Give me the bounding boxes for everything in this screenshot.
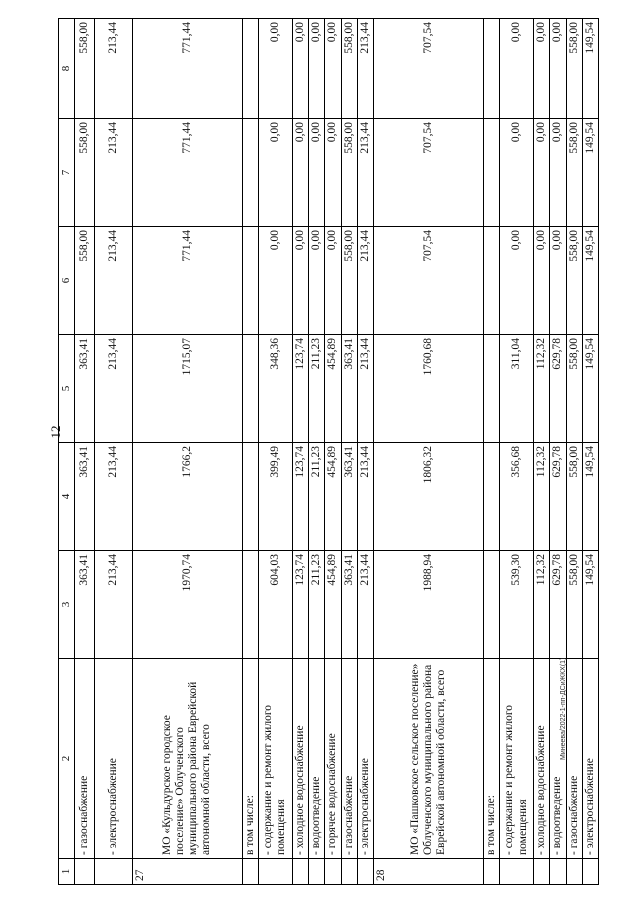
value-cell [242,19,258,119]
header-cell: 1 [59,859,75,885]
value-cell [483,119,499,227]
value-cell: 0,00 [292,119,308,227]
row-index-cell [292,859,308,885]
value-cell: 1766,2 [132,443,242,551]
table-row [373,19,483,885]
table-row [483,19,499,885]
row-name-cell: - электроснабжение [94,659,132,859]
value-cell: 213,44 [357,119,373,227]
row-name-cell: - электроснабжение [357,659,373,859]
value-cell: 363,41 [74,335,94,443]
row-name-cell: - водоотведение [550,659,566,859]
row-name-cell: МО «Пашковское сельское поселение» Облученского муниципального района Еврейской автономной области, всего [373,659,483,859]
row-name-cell: - газоснабжение [74,659,94,859]
value-cell: 213,44 [357,551,373,659]
table-row [258,19,292,885]
table-row [500,19,534,885]
value-cell: 363,41 [74,443,94,551]
row-name-cell: в том числе: [242,659,258,859]
value-cell [483,551,499,659]
value-cell: 558,00 [566,119,582,227]
value-cell: 0,00 [534,227,550,335]
value-cell: 1988,94 [373,551,483,659]
value-cell: 771,44 [132,19,242,119]
row-index-cell [500,859,534,885]
value-cell: 558,00 [74,119,94,227]
header-cell: 4 [59,443,75,551]
row-index-cell [309,859,325,885]
row-index-cell [357,859,373,885]
row-index-cell [74,859,94,885]
value-cell: 213,44 [94,443,132,551]
value-cell: 112,32 [534,443,550,551]
row-index-cell: 28 [373,859,483,885]
table-row [94,19,132,885]
value-cell: 0,00 [325,19,341,119]
value-cell: 629,78 [550,443,566,551]
table-row [534,19,550,885]
value-cell: 558,00 [74,19,94,119]
value-cell: 356,68 [500,443,534,551]
value-cell [242,119,258,227]
value-cell: 0,00 [534,119,550,227]
row-name-cell: - газоснабжение [341,659,357,859]
value-cell: 1760,68 [373,335,483,443]
value-cell: 629,78 [550,335,566,443]
value-cell: 213,44 [357,443,373,551]
value-cell: 771,44 [132,227,242,335]
value-cell: 213,44 [94,227,132,335]
value-cell [483,227,499,335]
row-name-cell: - электроснабжение [582,659,598,859]
value-cell: 0,00 [292,19,308,119]
value-cell: 149,54 [582,119,598,227]
value-cell: 0,00 [550,119,566,227]
value-cell: 558,00 [566,227,582,335]
value-cell: 454,89 [325,443,341,551]
header-cell: 3 [59,551,75,659]
table-row [292,19,308,885]
table-row [74,19,94,885]
value-cell: 1715,07 [132,335,242,443]
value-cell: 211,23 [309,335,325,443]
value-cell: 539,30 [500,551,534,659]
row-index-cell [582,859,598,885]
value-cell [242,443,258,551]
row-name-cell: в том числе: [483,659,499,859]
value-cell: 211,23 [309,551,325,659]
value-cell: 363,41 [341,335,357,443]
value-cell: 149,54 [582,227,598,335]
value-cell: 707,54 [373,227,483,335]
row-name-cell: - содержание и ремонт жилого помещения [500,659,534,859]
value-cell: 629,78 [550,551,566,659]
header-cell: 7 [59,119,75,227]
row-name-cell: - горячее водоснабжение [325,659,341,859]
row-index-cell [483,859,499,885]
table-row [582,19,598,885]
value-cell: 0,00 [258,227,292,335]
value-cell: 0,00 [534,19,550,119]
value-cell: 213,44 [357,335,373,443]
row-index-cell [341,859,357,885]
value-cell: 348,36 [258,335,292,443]
header-cell: 2 [59,659,75,859]
value-cell: 213,44 [357,19,373,119]
value-cell: 0,00 [292,227,308,335]
value-cell: 213,44 [94,551,132,659]
header-cell: 6 [59,227,75,335]
value-cell [242,335,258,443]
header-cell: 8 [59,19,75,119]
value-cell: 213,44 [94,119,132,227]
value-cell: 771,44 [132,119,242,227]
value-cell: 0,00 [309,227,325,335]
table-row [132,19,242,885]
value-cell: 558,00 [566,443,582,551]
value-cell: 399,49 [258,443,292,551]
row-index-cell [566,859,582,885]
table-body [59,19,599,885]
row-name-cell: - холодное водоснабжение [534,659,550,859]
value-cell [483,443,499,551]
value-cell: 213,44 [357,227,373,335]
footer-note: Минеева/2022-1-пп-ДСиЖКХ(1) [560,657,567,760]
value-cell: 311,04 [500,335,534,443]
row-index-cell [242,859,258,885]
value-cell: 558,00 [566,19,582,119]
value-cell: 558,00 [341,227,357,335]
header-row [59,19,75,885]
value-cell: 149,54 [582,443,598,551]
value-cell [483,19,499,119]
value-cell: 558,00 [566,335,582,443]
value-cell: 0,00 [325,227,341,335]
value-cell: 363,41 [74,551,94,659]
value-cell: 149,54 [582,19,598,119]
value-cell: 123,74 [292,443,308,551]
table-row [309,19,325,885]
value-cell: 123,74 [292,335,308,443]
value-cell: 0,00 [500,119,534,227]
value-cell: 604,03 [258,551,292,659]
table-row [357,19,373,885]
value-cell: 0,00 [258,19,292,119]
value-cell: 213,44 [94,335,132,443]
value-cell [242,551,258,659]
value-cell: 454,89 [325,551,341,659]
value-cell: 363,41 [341,443,357,551]
header-cell: 5 [59,335,75,443]
row-name-cell: - водоотведение [309,659,325,859]
value-cell: 0,00 [325,119,341,227]
value-cell: 707,54 [373,19,483,119]
value-cell: 211,23 [309,443,325,551]
row-name-cell: - холодное водоснабжение [292,659,308,859]
value-cell: 0,00 [500,19,534,119]
tariff-table [58,18,599,885]
table-row [341,19,357,885]
row-index-cell [325,859,341,885]
value-cell: 149,54 [582,335,598,443]
value-cell: 0,00 [258,119,292,227]
row-index-cell: 27 [132,859,242,885]
row-index-cell [94,859,132,885]
value-cell: 0,00 [309,119,325,227]
value-cell: 0,00 [550,19,566,119]
value-cell: 149,54 [582,551,598,659]
value-cell [242,227,258,335]
value-cell: 558,00 [566,551,582,659]
value-cell: 0,00 [500,227,534,335]
value-cell: 0,00 [309,19,325,119]
value-cell: 112,32 [534,335,550,443]
value-cell: 112,32 [534,551,550,659]
rotated-table-container [58,19,596,885]
table-row [325,19,341,885]
value-cell: 1970,74 [132,551,242,659]
value-cell: 707,54 [373,119,483,227]
row-name-cell: - содержание и ремонт жилого помещения [258,659,292,859]
value-cell: 558,00 [341,119,357,227]
row-index-cell [258,859,292,885]
table-row [566,19,582,885]
value-cell: 454,89 [325,335,341,443]
row-index-cell [550,859,566,885]
value-cell: 213,44 [94,19,132,119]
value-cell [483,335,499,443]
page-number: 12 [48,425,63,439]
row-index-cell [534,859,550,885]
row-name-cell: МО «Кульдурское городское поселение» Облученского муниципального района Еврейской автономной области, всего [132,659,242,859]
value-cell: 558,00 [74,227,94,335]
row-name-cell: - газоснабжение [566,659,582,859]
value-cell: 1806,32 [373,443,483,551]
value-cell: 0,00 [550,227,566,335]
value-cell: 123,74 [292,551,308,659]
value-cell: 363,41 [341,551,357,659]
table-row [242,19,258,885]
value-cell: 558,00 [341,19,357,119]
